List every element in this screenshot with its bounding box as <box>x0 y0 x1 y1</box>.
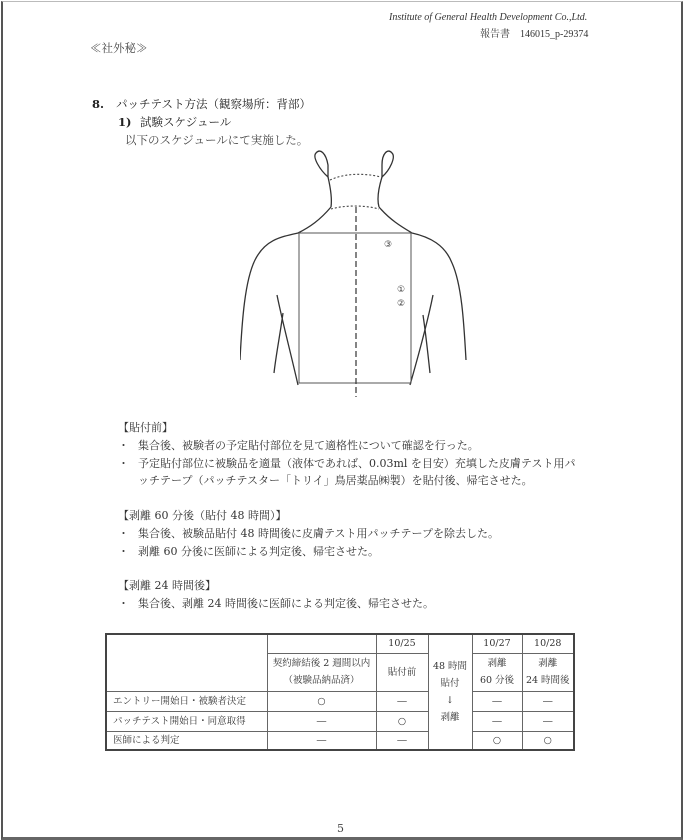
neck-right-outline <box>378 177 382 207</box>
cell: ― <box>472 691 522 711</box>
bullet-text: 集合後、被験品貼付 48 時間後に皮膚テスト用パッチテープを除去した。 <box>138 527 499 540</box>
marker-2: ② <box>397 299 406 309</box>
bullet-mark: ・ <box>118 457 129 470</box>
col4-line: 60 分後 <box>479 675 515 686</box>
table-row <box>106 691 574 711</box>
down-arrow-icon: ↓ <box>446 695 454 706</box>
cell: ― <box>472 711 522 731</box>
col1-line: （被験品納品済） <box>283 675 360 686</box>
col3-line: 48 時間 <box>432 661 468 672</box>
schedule-table <box>105 633 575 751</box>
marker-3: ③ <box>384 240 393 250</box>
col5-head-cell <box>522 653 574 691</box>
table-date-row <box>106 634 574 653</box>
left-shoulder-outline <box>240 207 331 360</box>
cell: ― <box>522 691 574 711</box>
block-60min-bullet-1 <box>118 525 499 541</box>
cell: ○ <box>376 711 428 731</box>
table-row <box>106 711 574 731</box>
bullet-mark: ・ <box>118 439 129 452</box>
cell: ― <box>522 711 574 731</box>
right-ear-outline <box>382 151 393 177</box>
bullet-text: 剥離 60 分後に医師による判定後、帰宅させた。 <box>138 545 379 558</box>
section-number: 8. <box>92 97 105 111</box>
row-label: エントリー開始日・被験者決定 <box>106 691 267 711</box>
marker-1: ① <box>397 285 406 295</box>
block-before-bullet-2-cont: ッチテープ（パッチテスター「トリイ」鳥居薬品㈱製）を貼付後、帰宅させた。 <box>138 474 533 487</box>
col2-head-cell: 貼付前 <box>376 653 428 691</box>
bullet-mark: ・ <box>118 597 129 610</box>
subsection-number: 1) <box>118 115 132 129</box>
subsection-title: 試験スケジュール <box>140 115 232 129</box>
section-title: パッチテスト方法（観察場所：背部） <box>116 97 312 111</box>
cell: ― <box>376 691 428 711</box>
cell: ― <box>267 711 376 731</box>
row-label: 医師による判定 <box>106 731 267 750</box>
col3-line: 貼付 <box>440 678 460 689</box>
cell: ― <box>267 731 376 750</box>
block-before-bullet-2 <box>118 455 576 471</box>
left-ear-outline <box>315 151 328 177</box>
cell: ― <box>376 731 428 750</box>
confidential-label: ≪社外秘≫ <box>90 41 148 55</box>
col5-line: 24 時間後 <box>525 675 570 686</box>
left-torso-line <box>274 313 283 373</box>
table-corner-cell <box>106 634 267 691</box>
col4-line: 剥離 <box>487 658 507 669</box>
block-60min-bullet-2 <box>118 543 379 559</box>
block-24h-heading: 【剥離 24 時間後】 <box>118 579 216 592</box>
intro-text: 以下のスケジュールにて実施した。 <box>125 133 309 147</box>
institute-name: Institute of General Health Development Co.,Ltd. <box>389 12 588 23</box>
page-number: 5 <box>337 822 344 835</box>
col3-head-cell <box>428 634 472 750</box>
col1-line: 契約締結後 2 週間以内 <box>272 658 371 669</box>
date-cell: 10/28 <box>522 634 574 653</box>
col3-line: 剥離 <box>440 712 460 723</box>
back-diagram <box>240 145 470 400</box>
cell: ○ <box>472 731 522 750</box>
col4-head-cell <box>472 653 522 691</box>
cell: ○ <box>267 691 376 711</box>
row-label: パッチテスト開始日・同意取得 <box>106 711 267 731</box>
col1-head-cell <box>267 653 376 691</box>
bullet-text: 集合後、被験者の予定貼付部位を見て適格性について確認を行った。 <box>138 439 479 452</box>
date-cell <box>267 634 376 653</box>
report-number: 報告書 146015_p-29374 <box>480 29 589 40</box>
neck-dotted-lower <box>331 206 379 209</box>
bullet-mark: ・ <box>118 527 129 540</box>
date-cell: 10/27 <box>472 634 522 653</box>
block-60min-heading: 【剥離 60 分後（貼付 48 時間）】 <box>118 509 287 522</box>
test-area-rectangle <box>299 233 411 383</box>
col5-line: 剥離 <box>538 658 558 669</box>
bullet-text: 集合後、剥離 24 時間後に医師による判定後、帰宅させた。 <box>138 597 434 610</box>
left-arm-inner <box>277 295 298 385</box>
block-before-bullet-1 <box>118 437 479 453</box>
block-before-heading: 【貼付前】 <box>118 421 173 434</box>
neck-dotted-upper <box>330 174 381 180</box>
cell: ○ <box>522 731 574 750</box>
bullet-mark: ・ <box>118 545 129 558</box>
block-24h-bullet-1 <box>118 595 434 611</box>
table-row <box>106 731 574 750</box>
date-cell: 10/25 <box>376 634 428 653</box>
bullet-text: 予定貼付部位に被験品を適量（液体であれば、0.03ml を目安）充填した皮膚テスト用パ <box>138 457 576 470</box>
neck-left-outline <box>328 177 331 207</box>
